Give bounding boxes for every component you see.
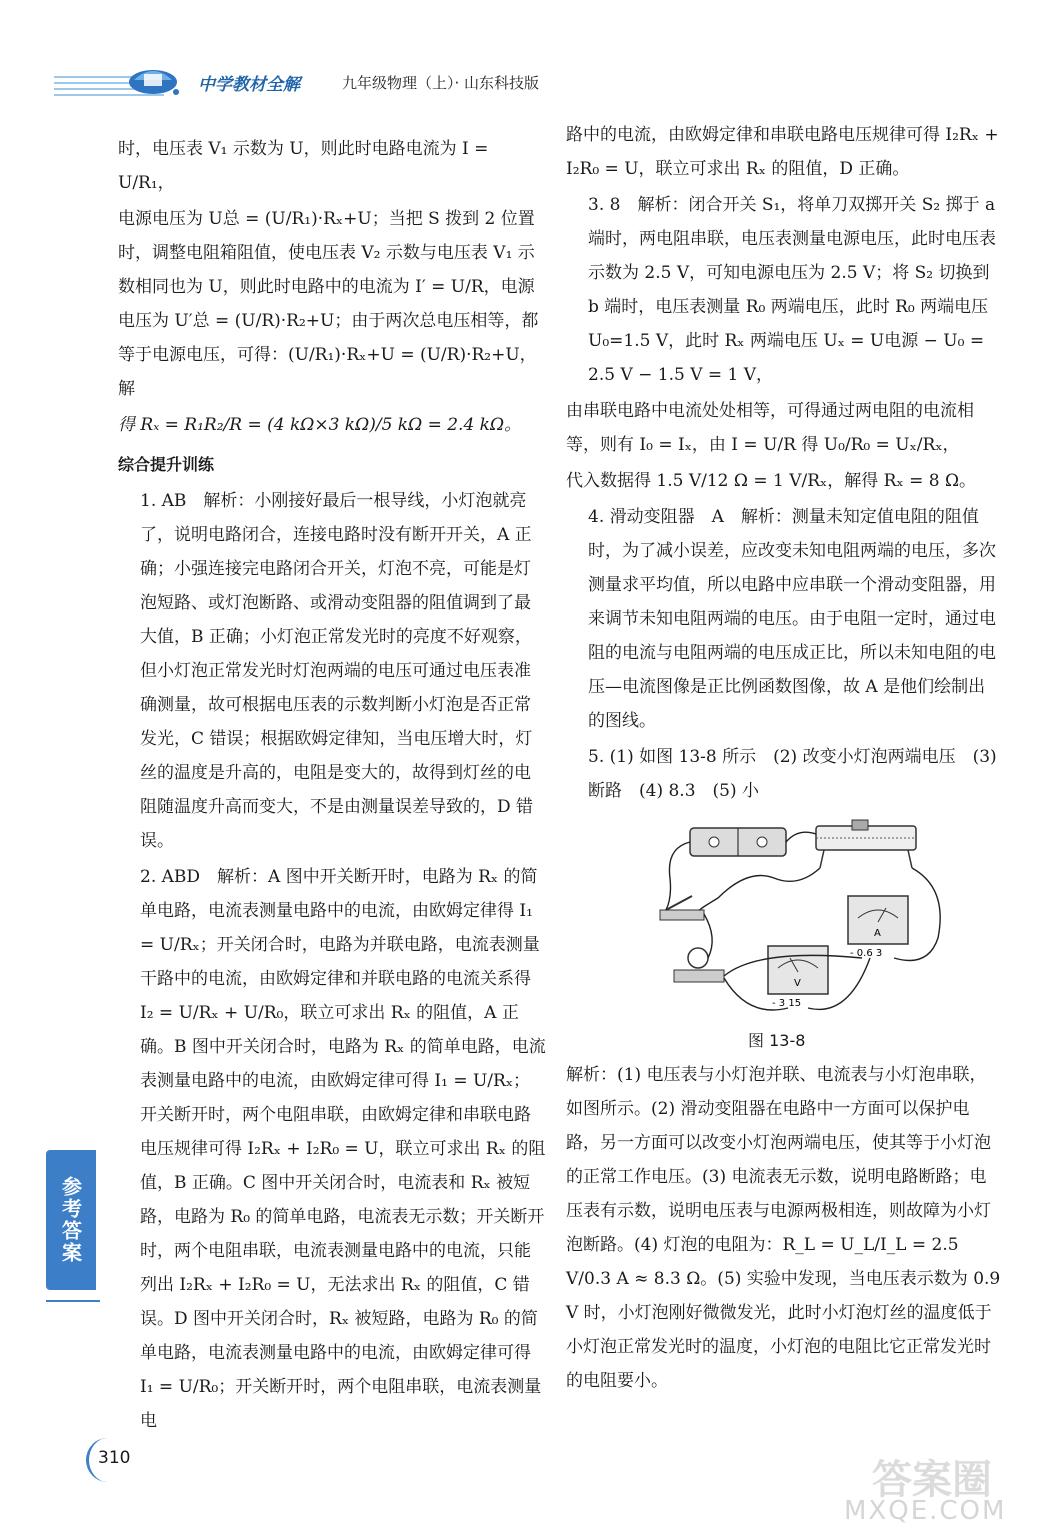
- ammeter-letter: A: [874, 928, 881, 939]
- left-paragraph-1: 时，电压表 V₁ 示数为 U，则此时电路电流为 I = U/R₁，: [118, 139, 489, 193]
- answer-4: 4. 滑动变阻器 A 解析：测量未知定值电阻的阻值时，为了减小误差，应改变未知电阻两端的电压，多次测量求平均值，所以电路中应串联一个滑动变阻器，用来调节未知电阻两端的电压。由于电阻一定时，通过电阻的电流与电阻两端的电压成正比，所以未知电阻的电压—电流图像是正比例函数图像，故 A 是他们绘制出的图线。: [588, 507, 996, 731]
- voltmeter-terminals: - 3 15: [772, 998, 802, 1009]
- watermark: [842, 1448, 1022, 1528]
- series-title: 中学教材全解: [198, 75, 300, 95]
- book-title: 九年级物理（上）· 山东科技版: [342, 74, 540, 92]
- ammeter: [848, 896, 908, 959]
- answer-1: 1. AB 解析：小刚接好最后一根导线，小灯泡就亮了，说明电路闭合，连接电路时没有断开开关，A 正确；小强连接完电路闭合开关，灯泡不亮，可能是灯泡短路、或灯泡断路、或滑动变阻器的阻值调到了最大值，B 正确；小灯泡正常发光时的亮度不好观察，但小灯泡正常发光时灯泡两端的电压可通过电压表准确测量，故可根据电压表的示数判断小灯泡是否正常发光，C 错误；根据欧姆定律知，当电压增大时，灯丝的温度是升高的，电阻是变大的，故得到灯丝的电阻随温度升高而变大，不是由测量误差导致的，D 错误。: [140, 491, 534, 851]
- left-column: [118, 132, 546, 1440]
- rheostat: [816, 820, 916, 868]
- answer-2: 2. ABD 解析：A 图中开关断开时，电路为 Rₓ 的简单电路，电流表测量电路中的电流，由欧姆定律得 I₁ = U/Rₓ；开关闭合时，电路为并联电路，电流表测量干路中的电流，由欧姆定律和并联电路的电流关系得 I₂ = U/Rₓ + U/R₀，联立可求出 Rₓ 的阻值，A 正确。B 图中开关闭合时，电路为 Rₓ 的简单电路，电流表测量电路中的电流，由欧姆定律可得 I₁ = U/Rₓ；开关断开时，两个电阻串联，由欧姆定律和串联电路电压规律可得 I₂Rₓ + I₂R₀ = U，联立可求出 Rₓ 的阻值，B 正确。C 图中开关闭合时，电流表和 Rₓ 被短路，电路为 R₀ 的简单电路，电流表无示数；开关断开时，两个电阻串联，电流表测量电路中的电流，只能列出 I₂Rₓ + I₂R₀ = U，无法求出 Rₓ 的阻值，C 错误。D 图中开关闭合时，Rₓ 被短路，电路为 R₀ 的简单电路，电流表测量电路中的电流，由欧姆定律可得 I₁ = U/R₀；开关断开时，两个电阻串联，电流表测量电: [140, 867, 546, 1431]
- answer-5-analysis: 解析：(1) 电压表与小灯泡并联、电流表与小灯泡串联，如图所示。(2) 滑动变阻器在电路中一方面可以保护电路，另一方面可以改变小灯泡两端电压，使其等于小灯泡的正常工作电压。(3) 电流表无示数，说明电路断路；电压表有示数，说明电压表与电源两极相连，则故障为小灯泡断路。(4) 灯泡的电阻为：R_L = U_L/I_L = 2.5 V/0.3 A ≈ 8.3 Ω。(5) 实验中发现，当电压表示数为 0.9 V 时，小灯泡刚好微微发光，此时小灯泡灯丝的温度低于小灯泡正常发光时的温度，小灯泡的电阻比它正常发光时的电阻要小。: [566, 1065, 1001, 1391]
- page-number: [92, 1442, 138, 1480]
- side-tab-label: 参考答案: [58, 1176, 83, 1264]
- side-tab: [46, 1150, 96, 1290]
- right-paragraph-1: 路中的电流，由欧姆定律和串联电路电压规律可得 I₂Rₓ + I₂R₀ = U，联立可求出 Rₓ 的阻值，D 正确。: [566, 125, 999, 179]
- answer-5: 5. (1) 如图 13-8 所示 (2) 改变小灯泡两端电压 (3) 断路 (4) 8.3 (5) 小: [588, 747, 997, 801]
- watermark-main: 答案圈: [872, 1457, 992, 1503]
- ammeter-terminals: - 0.6 3: [850, 948, 883, 959]
- left-paragraph-2: 电源电压为 U总 = (U/R₁)·Rₓ+U；当把 S 拨到 2 位置时，调整电阻箱阻值，使电压表 V₂ 示数与电压表 V₁ 示数相同也为 U，则此时电路中的电流为 I′ = U/R，电源电压为 U′总 = (U/R)·R₂+U；由于两次总电压相等，都等于电源电压，可得：(U/R₁)·Rₓ+U = (U/R)·R₂+U，解: [118, 209, 539, 399]
- right-column: [566, 118, 1002, 810]
- answer-3-result: 代入数据得 1.5 V/12 Ω = 1 V/Rₓ，解得 Rₓ = 8 Ω。: [566, 471, 977, 491]
- section-heading: 综合提升训练: [118, 455, 215, 474]
- voltmeter-letter: V: [794, 978, 801, 989]
- answer-3: 3. 8 解析：闭合开关 S₁，将单刀双掷开关 S₂ 掷于 a 端时，两电阻串联，电压表测量电源电压，此时电压表示数为 2.5 V，可知电源电压为 2.5 V；将 S₂ 切换到 b 端时，电压表测量 R₀ 两端电压，此时 R₀ 两端电压 U₀=1.5 V，此时 Rₓ 两端电压 Uₓ = U电源 − U₀ = 2.5 V − 1.5 V = 1 V，: [588, 195, 996, 385]
- battery-pack: [690, 828, 786, 856]
- book-logo-icon: [124, 58, 182, 98]
- left-formula-rx: 得 Rₓ = R₁R₂/R = (4 kΩ×3 kΩ)/5 kΩ = 2.4 kΩ。: [118, 415, 522, 435]
- figure-caption: 图 13-8: [748, 1031, 806, 1050]
- bulb: [674, 948, 724, 982]
- answer-3-continued: 由串联电路中电流处处相等，可得通过两电阻的电流相等，则有 I₀ = Iₓ，由 I = U/R 得 U₀/R₀ = Uₓ/Rₓ，: [566, 401, 974, 455]
- page-header: [40, 58, 620, 102]
- watermark-url: MXQE.COM: [844, 1496, 1007, 1526]
- circuit-diagram: [648, 818, 958, 1030]
- right-analysis: [566, 1058, 1002, 1400]
- side-rule: [46, 1300, 100, 1302]
- page-number-text: 310: [98, 1448, 131, 1468]
